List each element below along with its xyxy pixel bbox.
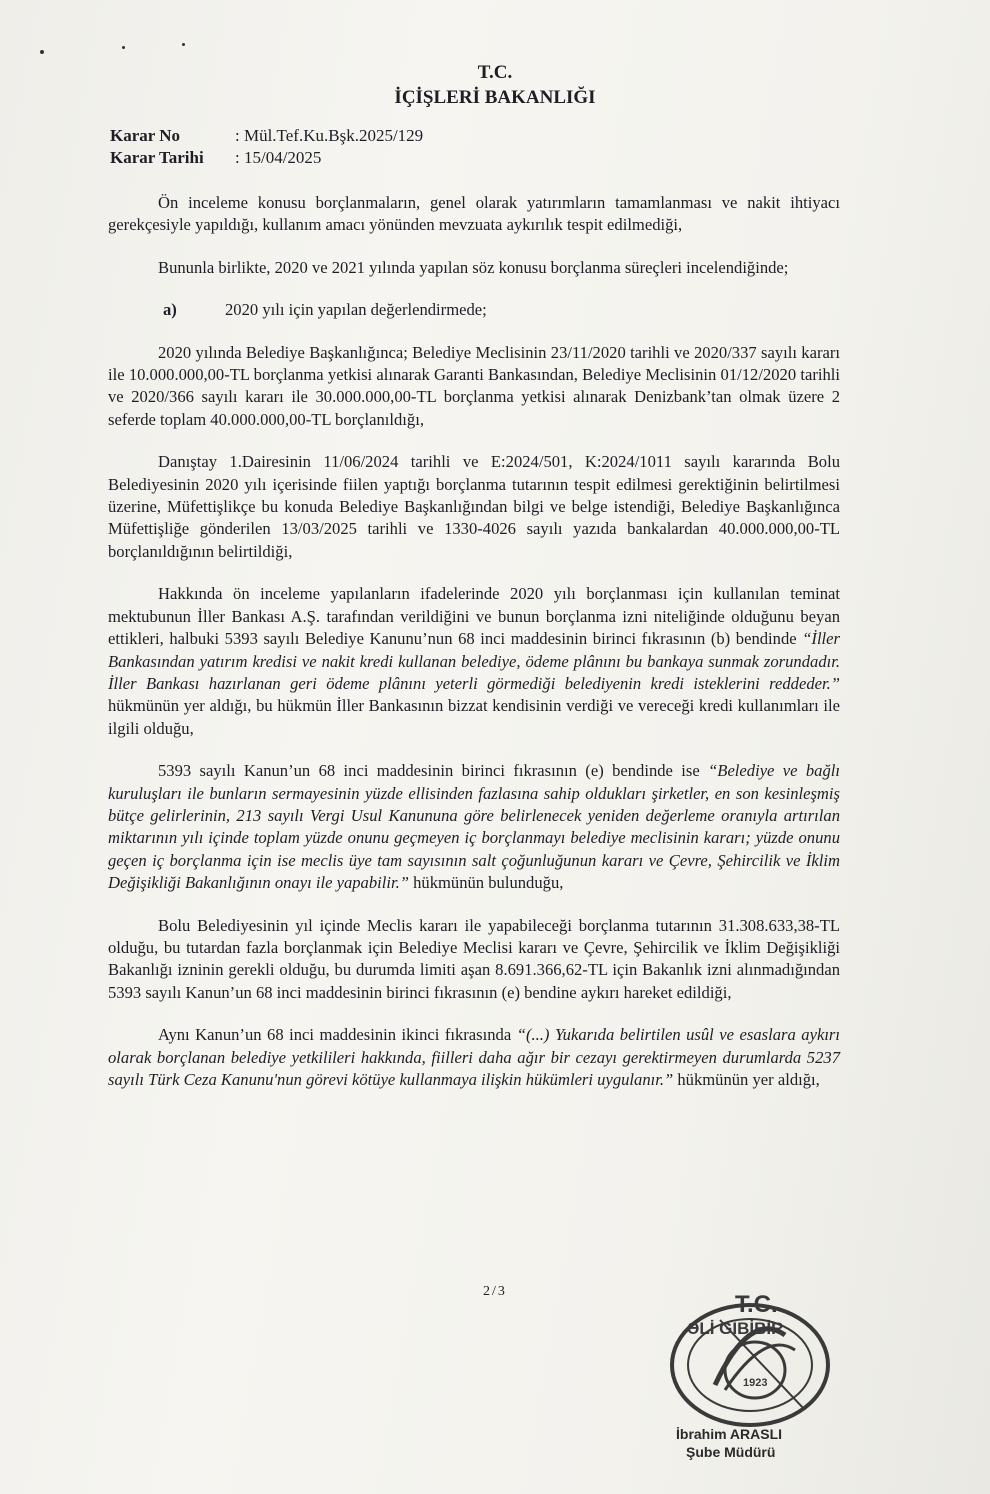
paragraph-1: Ön inceleme konusu borçlanmaların, genel olarak yatırımların tamamlanması ve nakit ihtiyacı gerekçesiyle yapıldığı, kullanım amacı yönünden mevzuata aykırılık tespit edilmediği, (108, 193, 840, 235)
document-header (0, 60, 990, 110)
scan-speck (122, 46, 125, 49)
paragraph-5-quote: “İller Bankasından yatırım kredisi ve nakit kredi kullanan belediye, ödeme plânını bu bankaya sunmak zorundadır. İller Bankası hazırlanan geri ödeme plânını yeterli görmediği belediyenin kredi isteklerini reddeder.” (108, 629, 840, 693)
paragraph-8-tail: hükmünün yer aldığı, (673, 1070, 820, 1089)
list-item-a (108, 299, 840, 321)
decision-number-label: Karar No (110, 126, 181, 145)
scan-speck (182, 43, 185, 46)
seal-name-text: ƏLİ GİBİBİR (687, 1319, 784, 1338)
paragraph-5 (108, 583, 840, 740)
header-tc: T.C. (477, 62, 513, 83)
header-ministry: İÇİŞLERİ BAKANLIĞI (394, 87, 596, 108)
scan-speck (40, 50, 44, 54)
paragraph-6-tail: hükmünün bulunduğu, (408, 873, 564, 893)
document-body (108, 192, 840, 1111)
page-number: 2/3 (483, 1284, 507, 1299)
paragraph-3: 2020 yılında Belediye Başkanlığınca; Belediye Meclisinin 23/11/2020 tarihli ve 2020/337 sayılı kararı ile 10.000.000,00-TL borçlanma yetkisi alınarak Garanti Bankasından, Belediye Meclisinin 01/12/2020 tarihli ve 2020/366 sayılı kararı ile 30.000.000,00-TL borçlanma yetkisi alınarak Denizbank’tan olmak üzere 2 seferde toplam 40.000.000,00-TL borçlanıldığı, (108, 342, 840, 429)
decision-date-value: : 15/04/2025 (235, 148, 322, 167)
paragraph-6 (108, 760, 840, 894)
list-item-a-marker: a) (163, 300, 177, 320)
seal-year-text: 1923 (743, 1377, 768, 1389)
seal-top-text: T.C. (735, 1291, 778, 1318)
paragraph-8 (108, 1024, 840, 1091)
decision-number-value: : Mül.Tef.Ku.Bşk.2025/129 (235, 126, 424, 145)
decision-date-label: Karar Tarihi (110, 148, 204, 167)
list-item-a-text: 2020 yılı için yapılan değerlendirmede; (225, 300, 487, 320)
signer-name: İbrahim ARASLI (676, 1426, 783, 1442)
paragraph-8-quote: “(...) Yukarıda belirtilen usûl ve esaslara aykırı olarak borçlanan belediye yetkilileri hakkında, fiilleri daha ağır bir cezayı gerektirmeyen durumlarda 5237 sayılı Türk Ceza Kanunu'nun görevi kötüye kullanmaya ilişkin hükümleri uygulanır.” (108, 1025, 840, 1089)
paragraph-7: Bolu Belediyesinin yıl içinde Meclis kararı ile yapabileceği borçlanma tutarının 31.308.633,38-TL olduğu, bu tutardan fazla borçlanmak için Belediye Meclisi kararı ve Çevre, Şehircilik ve İklim Değişikliği Bakanlığı izninin gerekli olduğu, bu durumda limiti aşan 8.691.366,62-TL için Bakanlık izni alınmadığından 5393 sayılı Kanun’un 68 inci maddesinin birinci fıkrasının (e) bendine aykırı hareket edildiği, (108, 915, 840, 1002)
paragraph-5-tail: hükmünün yer aldığı, bu hükmün İller Bankasının bizzat kendisinin verdiği ve vereceği kredi kullanımları ile ilgili olduğu, (108, 696, 840, 738)
decision-date-row (110, 147, 423, 169)
signer-title: Şube Müdürü (686, 1444, 776, 1460)
paragraph-8-lead: Aynı Kanun’un 68 inci maddesinin ikinci fıkrasında (158, 1025, 517, 1045)
paragraph-4: Danıştay 1.Dairesinin 11/06/2024 tarihli ve E:2024/501, K:2024/1011 sayılı kararında Bolu Belediyesinin 2020 yılı içerisinde fiilen yaptığı borçlanma tutarının tespit edilmesi gerektiğinin belirtilmesi üzerine, Müfettişlikçe bu konuda Belediye Başkanlığından bilgi ve belge istendiği, Belediye Başkanlığınca Müfettişliğe gönderilen 13/03/2025 tarihli ve 1330-4026 sayılı yazıda bankalardan 40.000.000,00-TL borçlanıldığının belirtildiği, (108, 452, 840, 561)
paragraph-6-lead: 5393 sayılı Kanun’un 68 inci maddesinin birinci fıkrasının (e) bendinde ise (158, 761, 709, 781)
decision-meta (110, 125, 423, 169)
decision-number-row (110, 125, 423, 147)
paragraph-6-quote: “Belediye ve bağlı kuruluşları ile bunların sermayesinin yüzde ellisinden fazlasına sahip oldukları şirketler, en son kesinleşmiş bütçe gelirlerinin, 213 sayılı Vergi Usul Kanununa göre belirlenecek yeniden değerleme oranıyla artırılan miktarının yılı içinde toplam yüzde onunu geçmeyen iç borçlanmayı belediye meclisinin kararı; yüzde onunu geçen iç borçlanma için ise meclis üye tam sayısının salt çoğunluğunun kararı ve Çevre, Şehircilik ve İklim Değişikliği Bakanlığının onayı ile yapabilir.” (108, 761, 840, 893)
paragraph-5-lead: Hakkında ön inceleme yapılanların ifadelerinde 2020 yılı borçlanması için kullanılan teminat mektubunun İller Bankası A.Ş. tarafından verildiğini ve bunun borçlanma izni niteliğinde olduğunu beyan ettikleri, halbuki 5393 sayılı Belediye Kanunu’nun 68 inci maddesinin birinci fıkrasının (b) bendinde (108, 584, 840, 649)
official-seal-icon (665, 1290, 835, 1430)
paragraph-2: Bununla birlikte, 2020 ve 2021 yılında yapılan söz konusu borçlanma süreçleri incelendiğinde; (158, 257, 789, 277)
